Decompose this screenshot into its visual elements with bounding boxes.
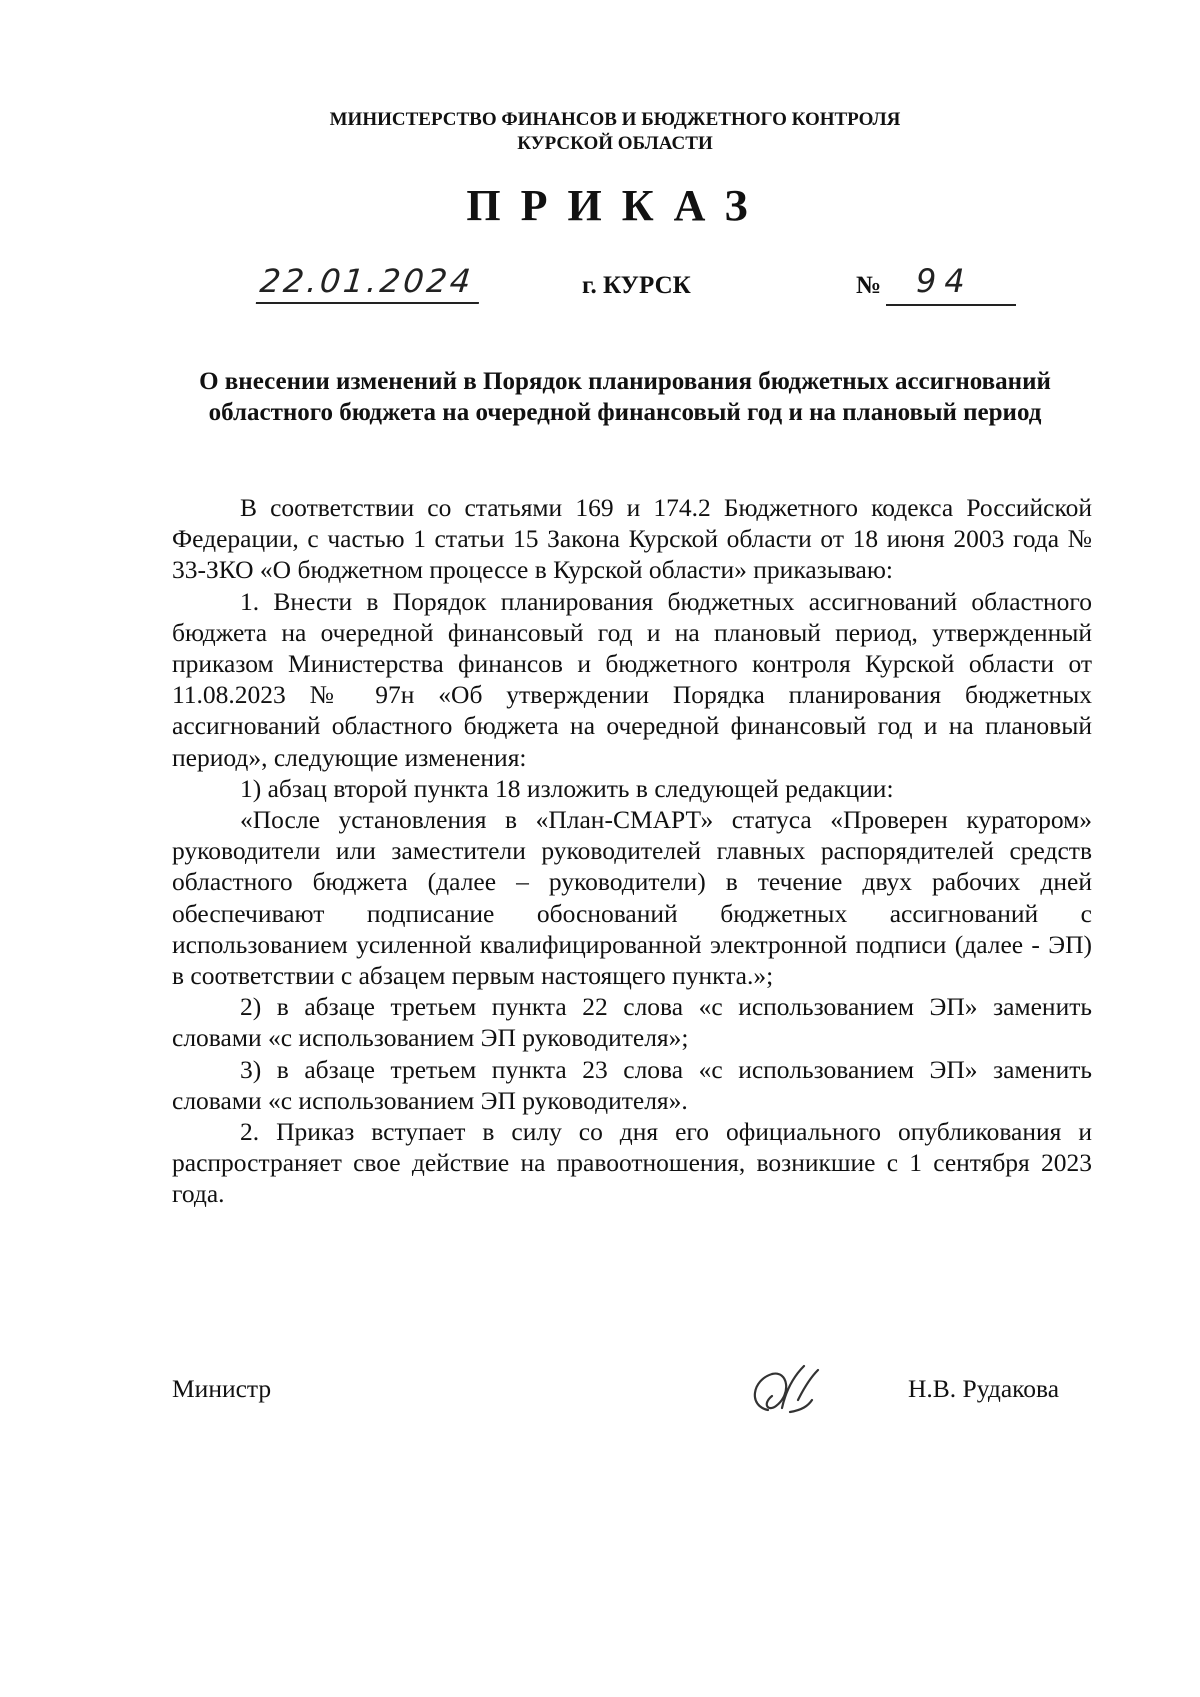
body-paragraph: 3) в абзаце третьем пункта 23 слова «с использованием ЭП» заменить словами «с использованием ЭП руководителя». — [172, 1054, 1092, 1115]
body-paragraph: «После установления в «План-СМАРТ» статуса «Проверен куратором» руководители или заместители руководителей главных распорядителей средств областного бюджета (далее – руководители) в течение двух рабочих дней обеспечивают подписание обоснований бюджетных ассигнований с использованием усиленной квалифицированной электронной подписи (далее - ЭП) в соответствии с абзацем первым настоящего пункта.»; — [172, 805, 1092, 991]
body-paragraph: В соответствии со статьями 169 и 174.2 Бюджетного кодекса Российской Федерации, с частью 1 статьи 15 Закона Курской области от 18 июня 2003 года № 33-ЗКО «О бюджетном процессе в Курской области» приказываю: — [172, 493, 1092, 585]
signatory-name: Н.В. Рудакова — [908, 1374, 1060, 1403]
body-paragraph: 1. Внести в Порядок планирования бюджетных ассигнований областного бюджета на очередной финансовый год и на плановый период, утвержденный приказом Министерства финансов и бюджетного контроля Курской области от 11.08.2023 № 97н «Об утверждении Порядка планирования бюджетных ассигнований областного бюджета на очередной финансовый год и на плановый период», следующие изменения: — [172, 586, 1092, 772]
ministry-line-1: МИНИСТЕРСТВО ФИНАНСОВ И БЮДЖЕТНОГО КОНТРОЛЯ — [329, 109, 901, 130]
signature-block — [0, 1360, 1200, 1430]
body-paragraph: 2) в абзаце третьем пункта 22 слова «с использованием ЭП» заменить словами «с использованием ЭП руководителя»; — [172, 992, 1092, 1053]
signatory-role: Министр — [172, 1374, 272, 1403]
document-number-label: № — [856, 272, 882, 299]
handwritten-signature-icon — [738, 1360, 828, 1424]
document-subject-title: О внесении изменений в Порядок планирования бюджетных ассигнований областного бюджета на очередной финансовый год и на плановый период — [199, 368, 1051, 426]
document-city: г. КУРСК — [582, 272, 691, 299]
ministry-line-2: КУРСКОЙ ОБЛАСТИ — [517, 133, 713, 154]
body-paragraph: 2. Приказ вступает в силу со дня его официального опубликования и распространяет свое действие на правоотношения, возникшие с 1 сентября 2023 года. — [172, 1117, 1092, 1209]
document-meta-row — [0, 262, 1200, 308]
document-date: 22.01.2024 — [256, 262, 484, 304]
document-body — [172, 492, 1092, 1210]
document-number: 94 — [886, 262, 1016, 306]
body-paragraph: 1) абзац второй пункта 18 изложить в следующей редакции: — [240, 773, 894, 803]
ministry-header — [0, 108, 1200, 156]
document-type-title: ПРИКАЗ — [466, 181, 768, 230]
